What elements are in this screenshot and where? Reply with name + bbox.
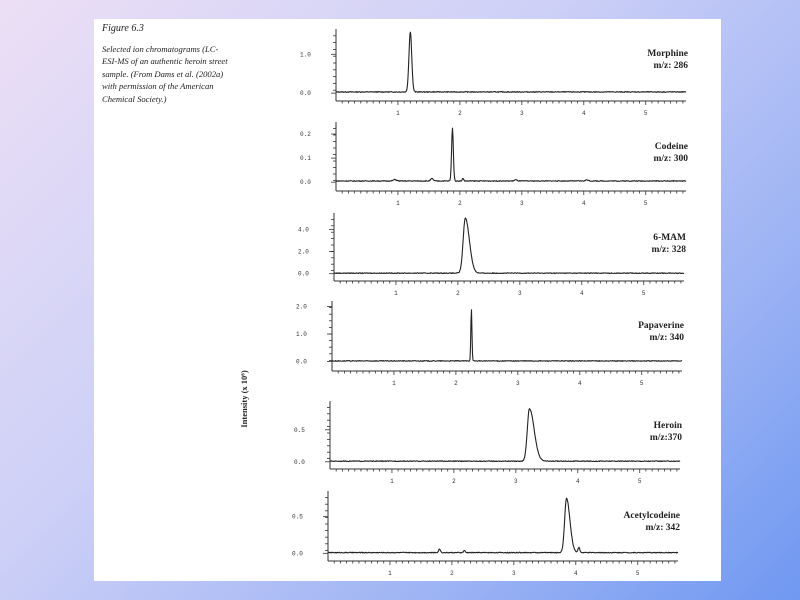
- y-tick-label: 2.0: [296, 303, 307, 311]
- chromatogram-acetylcodeine: [292, 491, 680, 577]
- x-tick-label: 4: [579, 290, 584, 297]
- y-axis-label: Intensity (x 10⁶): [239, 370, 249, 428]
- chromatogram-morphine: [300, 29, 688, 117]
- y-tick-label: 0.0: [300, 179, 311, 187]
- x-tick-label: 3: [516, 380, 520, 387]
- compound-name-heroin: Heroin: [653, 421, 682, 431]
- mz-label-heroin: m/z:370: [649, 433, 682, 443]
- y-tick-label: 1.0: [296, 331, 307, 338]
- figure-panel: [94, 19, 721, 581]
- y-tick-label: 0.1: [300, 155, 311, 163]
- x-tick-label: 2: [456, 290, 460, 297]
- x-tick-label: 1: [392, 380, 396, 387]
- compound-name-6-mam: 6-MAM: [653, 233, 686, 243]
- x-tick-label: 2: [458, 110, 462, 117]
- x-tick-label: 4: [577, 380, 582, 387]
- trace-6-mam: [334, 218, 684, 274]
- x-tick-label: 2: [450, 570, 454, 577]
- y-tick-label: 4.0: [298, 226, 309, 234]
- x-tick-label: 2: [458, 200, 462, 207]
- x-tick-label: 5: [639, 380, 644, 387]
- x-tick-label: 3: [520, 200, 524, 207]
- mz-label-codeine: m/z: 300: [653, 154, 688, 164]
- mz-label-morphine: m/z: 286: [653, 61, 688, 71]
- trace-heroin: [330, 409, 680, 462]
- x-tick-label: 3: [518, 290, 522, 297]
- chromatogram-6-mam: [298, 213, 686, 297]
- y-tick-label: 0.0: [296, 358, 307, 366]
- compound-name-codeine: Codeine: [654, 142, 688, 152]
- compound-name-morphine: Morphine: [647, 49, 688, 59]
- trace-acetylcodeine: [328, 498, 678, 553]
- x-tick-label: 5: [635, 570, 640, 577]
- y-tick-label: 0.0: [298, 270, 309, 278]
- y-tick-label: 0.2: [300, 131, 311, 139]
- mz-label-acetylcodeine: m/z: 342: [645, 523, 680, 533]
- x-tick-label: 5: [643, 110, 648, 117]
- x-tick-label: 5: [643, 200, 648, 207]
- y-tick-label: 0.0: [300, 90, 311, 98]
- y-tick-label: 2.0: [298, 248, 309, 256]
- trace-papaverine: [332, 310, 682, 362]
- y-tick-label: 0.0: [292, 550, 303, 558]
- y-tick-label: 0.5: [292, 513, 303, 521]
- x-tick-label: 1: [396, 110, 400, 117]
- compound-name-acetylcodeine: Acetylcodeine: [623, 511, 680, 521]
- x-tick-label: 3: [514, 478, 518, 485]
- y-tick-label: 0.0: [294, 458, 305, 466]
- chromatogram-papaverine: [296, 301, 684, 387]
- chromatogram-codeine: [300, 122, 688, 207]
- compound-name-papaverine: Papaverine: [638, 321, 684, 331]
- x-tick-label: 4: [573, 570, 578, 577]
- y-tick-label: 0.5: [294, 426, 305, 434]
- x-tick-label: 1: [388, 570, 392, 577]
- y-tick-label: 1.0: [300, 51, 311, 59]
- x-tick-label: 4: [581, 200, 586, 207]
- chromatogram-heroin: [294, 401, 683, 485]
- trace-codeine: [336, 128, 686, 181]
- x-tick-label: 2: [454, 380, 458, 387]
- x-tick-label: 4: [575, 478, 580, 485]
- trace-morphine: [336, 32, 686, 92]
- caption-text: Selected ion chromatograms (LC-ESI-MS of an authentic heroin street sample. (From Dams et al. (2002a) with permission of the American Chemical Society.): [102, 43, 228, 104]
- x-tick-label: 1: [396, 200, 400, 207]
- x-tick-label: 3: [512, 570, 516, 577]
- x-tick-label: 2: [452, 478, 456, 485]
- x-tick-label: 5: [641, 290, 646, 297]
- x-tick-label: 1: [394, 290, 398, 297]
- x-tick-label: 4: [581, 110, 586, 117]
- chromatogram-stack: [94, 19, 721, 581]
- x-tick-label: 5: [637, 478, 642, 485]
- x-tick-label: 3: [520, 110, 524, 117]
- mz-label-6-mam: m/z: 328: [651, 245, 686, 255]
- figure-label: Figure 6.3: [102, 23, 144, 34]
- x-tick-label: 1: [390, 478, 394, 485]
- mz-label-papaverine: m/z: 340: [649, 333, 684, 343]
